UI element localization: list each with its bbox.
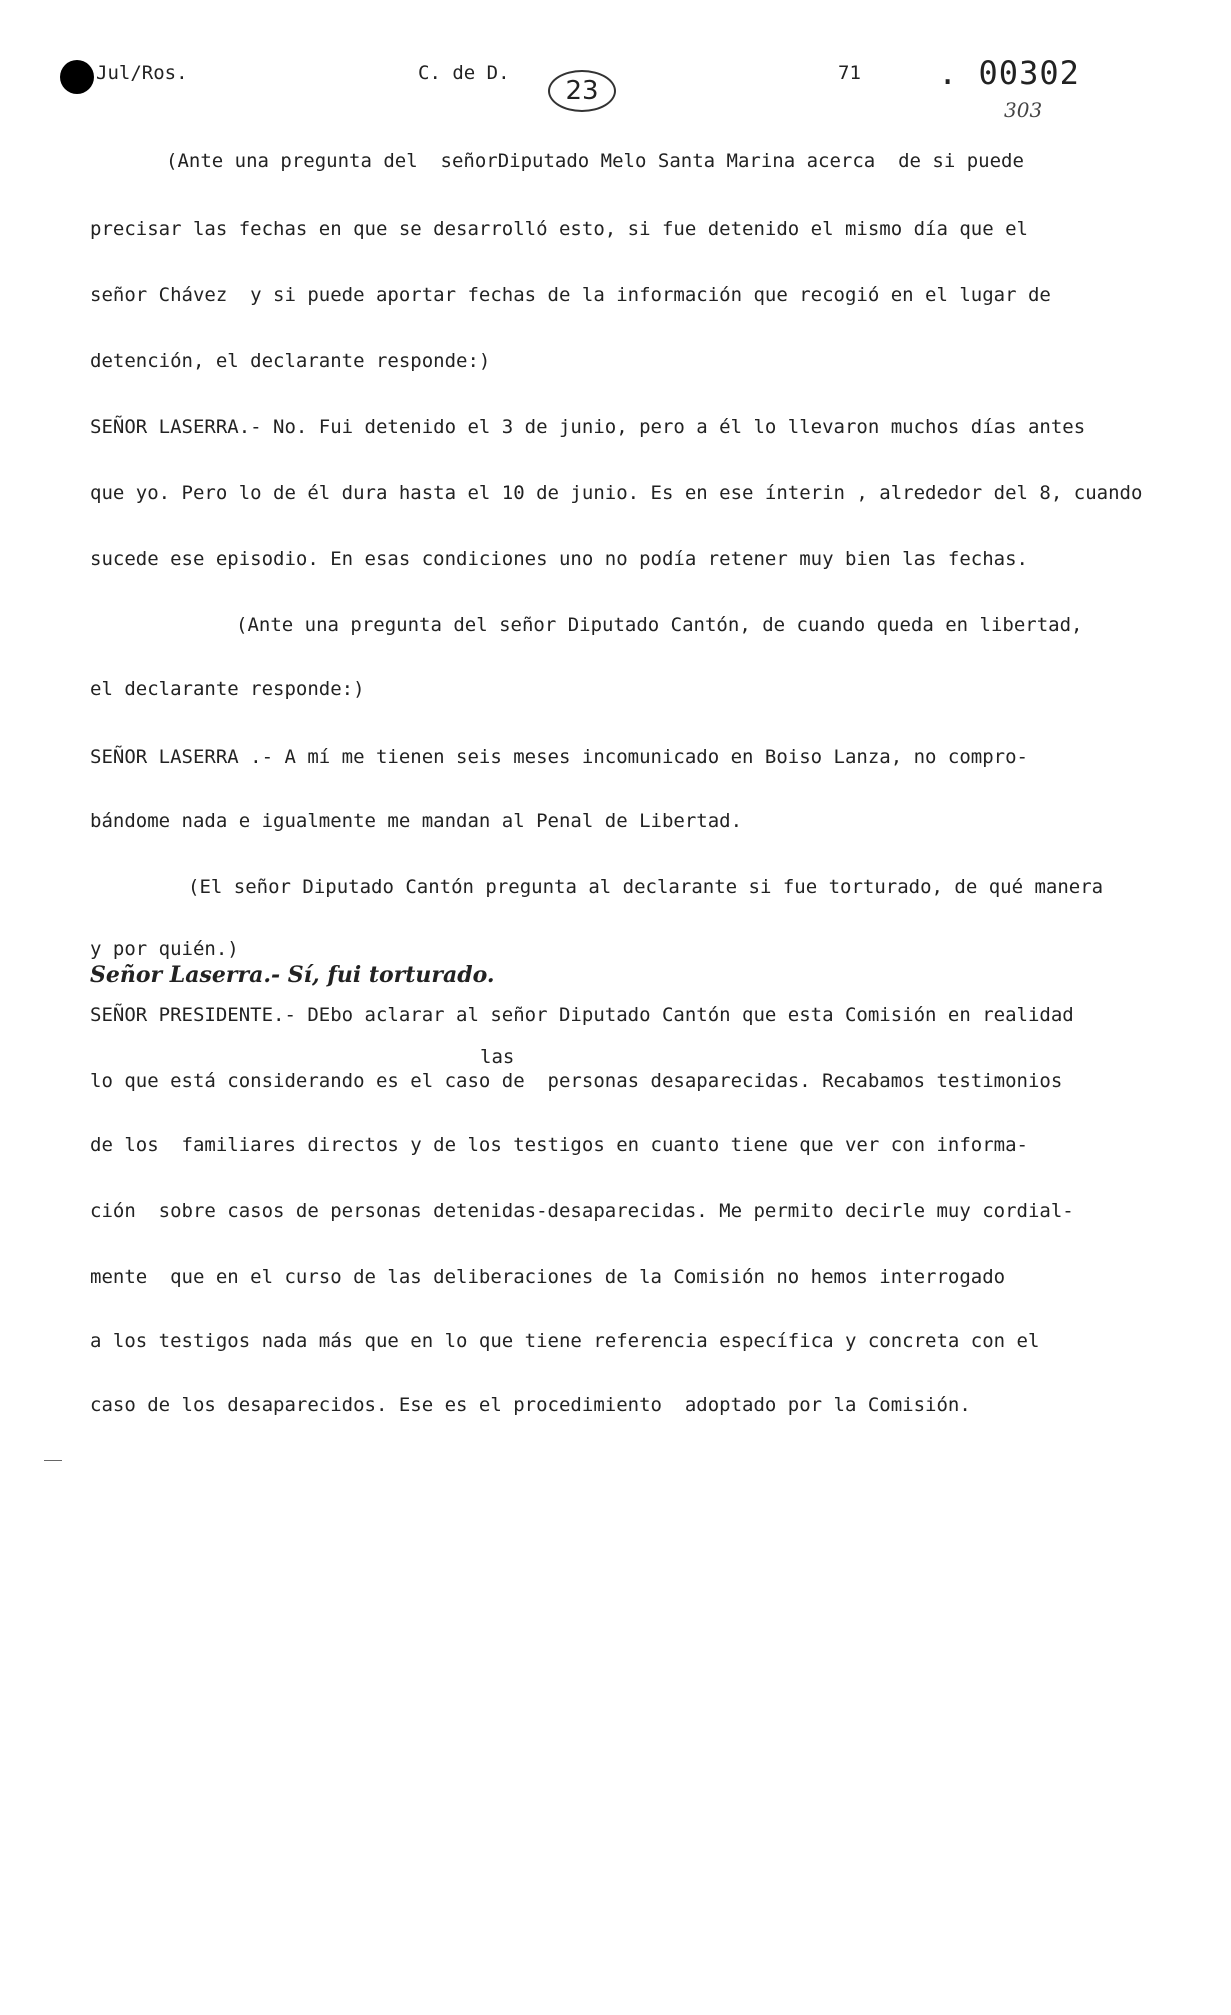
text-line: SEÑOR LASERRA.- No. Fui detenido el 3 de junio, pero a él lo llevaron muchos días antes xyxy=(90,416,1086,438)
page-number: 71 xyxy=(838,62,861,84)
margin-mark xyxy=(44,1460,62,1461)
header-ref: Jul/Ros. xyxy=(96,62,188,84)
text-line: ción sobre casos de personas detenidas-desaparecidas. Me permito decirle muy cordial- xyxy=(90,1200,1074,1222)
text-line: bándome nada e igualmente me mandan al Penal de Libertad. xyxy=(90,810,743,832)
punch-hole-dot xyxy=(60,60,94,94)
text-line: detención, el declarante responde:) xyxy=(90,350,491,372)
text-line: que yo. Pero lo de él dura hasta el 10 de junio. Es en ese ínterin , alrededor del 8, cuando xyxy=(90,482,1143,504)
text-line: (El señor Diputado Cantón pregunta al declarante si fue torturado, de qué manera xyxy=(188,876,1104,898)
text-line: sucede ese episodio. En esas condiciones uno no podía retener muy bien las fechas. xyxy=(90,548,1028,570)
text-line: de los familiares directos y de los testigos en cuanto tiene que ver con informa- xyxy=(90,1134,1028,1156)
text-line: SEÑOR LASERRA .- A mí me tienen seis meses incomunicado en Boiso Lanza, no compro- xyxy=(90,746,1028,768)
handwritten-annotation: Señor Laserra.- Sí, fui torturado. xyxy=(90,962,495,988)
text-line: señor Chávez y si puede aportar fechas de la información que recogió en el lugar de xyxy=(90,284,1051,306)
stamp-number: . 00302 xyxy=(938,54,1080,92)
text-line: mente que en el curso de las deliberaciones de la Comisión no hemos interrogado xyxy=(90,1266,1006,1288)
text-line: a los testigos nada más que en lo que tiene referencia específica y concreta con el xyxy=(90,1330,1051,1352)
pencil-number: 303 xyxy=(1004,98,1043,122)
text-line: caso de los desaparecidos. Ese es el procedimiento adoptado por la Comisión. xyxy=(90,1394,971,1416)
text-line: lo que está considerando es el caso de personas desaparecidas. Recabamos testimonios xyxy=(90,1070,1063,1092)
text-line: precisar las fechas en que se desarrolló esto, si fue detenido el mismo día que el xyxy=(90,218,1028,240)
text-line: y por quién.) xyxy=(90,938,239,960)
circled-number: 23 xyxy=(548,70,616,112)
text-line: (Ante una pregunta del señorDiputado Melo Santa Marina acerca de si puede xyxy=(166,150,1024,172)
text-line: el declarante responde:) xyxy=(90,678,365,700)
text-line: SEÑOR PRESIDENTE.- DEbo aclarar al señor Diputado Cantón que esta Comisión en realidad xyxy=(90,1004,1074,1026)
text-line: (Ante una pregunta del señor Diputado Cantón, de cuando queda en libertad, xyxy=(236,614,1083,636)
header-section: C. de D. xyxy=(418,62,510,84)
interlinear-insert: las xyxy=(480,1046,515,1068)
